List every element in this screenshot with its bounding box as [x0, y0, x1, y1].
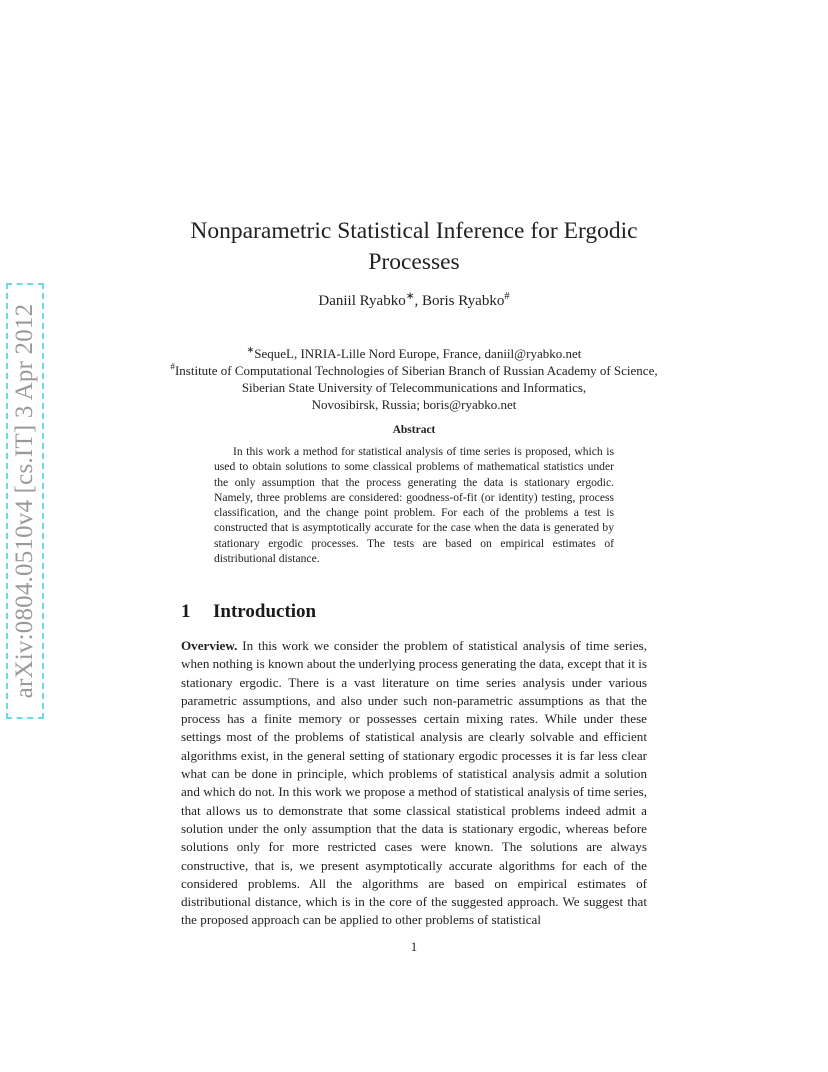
author-1: Daniil Ryabko — [318, 293, 406, 309]
arxiv-stamp — [6, 283, 44, 719]
affiliation-line-2: #Institute of Computational Technologies of Siberian Branch of Russian Academy of Science, — [170, 361, 658, 378]
title-line-2: Processes — [368, 249, 460, 275]
body-paragraph — [181, 637, 647, 930]
author-separator: , — [414, 293, 423, 309]
section-number: 1 — [181, 601, 191, 622]
authors — [150, 293, 678, 310]
abstract-text: In this work a method for statistical analysis of time series is proposed, which is used to obtain solutions to some classical problems of mathematical statistics under the only assumption that the process generating the data is stationary ergodic. Namely, three problems are considered: goodness-of-fit (or identity) testing, process classification, and the change point problem. For each of the problems a test is constructed that is asymptotically accurate for the case when the data is generated by stationary ergodic processes. The tests are based on empirical estimates of distributional distance. — [214, 445, 614, 566]
affiliation-2-mark: # — [170, 361, 175, 372]
abstract-heading: Abstract — [392, 424, 436, 436]
author-2: Boris Ryabko — [422, 293, 505, 309]
affiliations — [120, 345, 708, 413]
affiliation-line-3: Siberian State University of Telecommunications and Informatics, — [241, 380, 587, 395]
author-2-mark: # — [504, 291, 510, 302]
section-title: Introduction — [213, 601, 317, 622]
paragraph-lead: Overview. — [181, 638, 238, 653]
paper-title — [150, 216, 678, 278]
paragraph-text: In this work we consider the problem of statistical analysis of time series, when nothing is known about the underlying process generating the data, except that it is stationary ergodic. There is a vast literature on time series analysis under various parametric assumptions, and also under such non-parametric assumptions as that the process has a finite memory or possesses certain mixing rates. While under these settings most of the problems of statistical analysis are clearly solvable and efficient algorithms exist, in the general setting of stationary ergodic processes it is far less clear what can be done in principle, which problems of statistical analysis admit a solution and which do not. In this work we propose a method of statistical analysis of time series, that allows us to demonstrate that some classical statistical problems indeed admit a solution under the only assumption that the data is stationary ergodic, whereas before solutions only for more restricted cases were known. The solutions are always constructive, that is, we present asymptotically accurate algorithms for each of the considered problems. All the algorithms are based on empirical estimates of distributional distance, which is in the core of the suggested approach. We suggest that the proposed approach can be applied to other problems of statistical — [181, 638, 647, 928]
title-line-1: Nonparametric Statistical Inference for Ergodic — [190, 218, 638, 244]
arxiv-identifier: arXiv:0804.0510v4 [cs.IT] 3 Apr 2012 — [11, 303, 38, 699]
section-heading — [181, 601, 316, 623]
affiliation-1-mark: ∗ — [246, 344, 255, 355]
page-number: 1 — [410, 939, 418, 954]
author-1-mark: ∗ — [405, 291, 415, 302]
affiliation-line-4: Novosibirsk, Russia; boris@ryabko.net — [311, 397, 517, 412]
affiliation-line-1: ∗SequeL, INRIA-Lille Nord Europe, France, daniil@ryabko.net — [246, 344, 582, 361]
